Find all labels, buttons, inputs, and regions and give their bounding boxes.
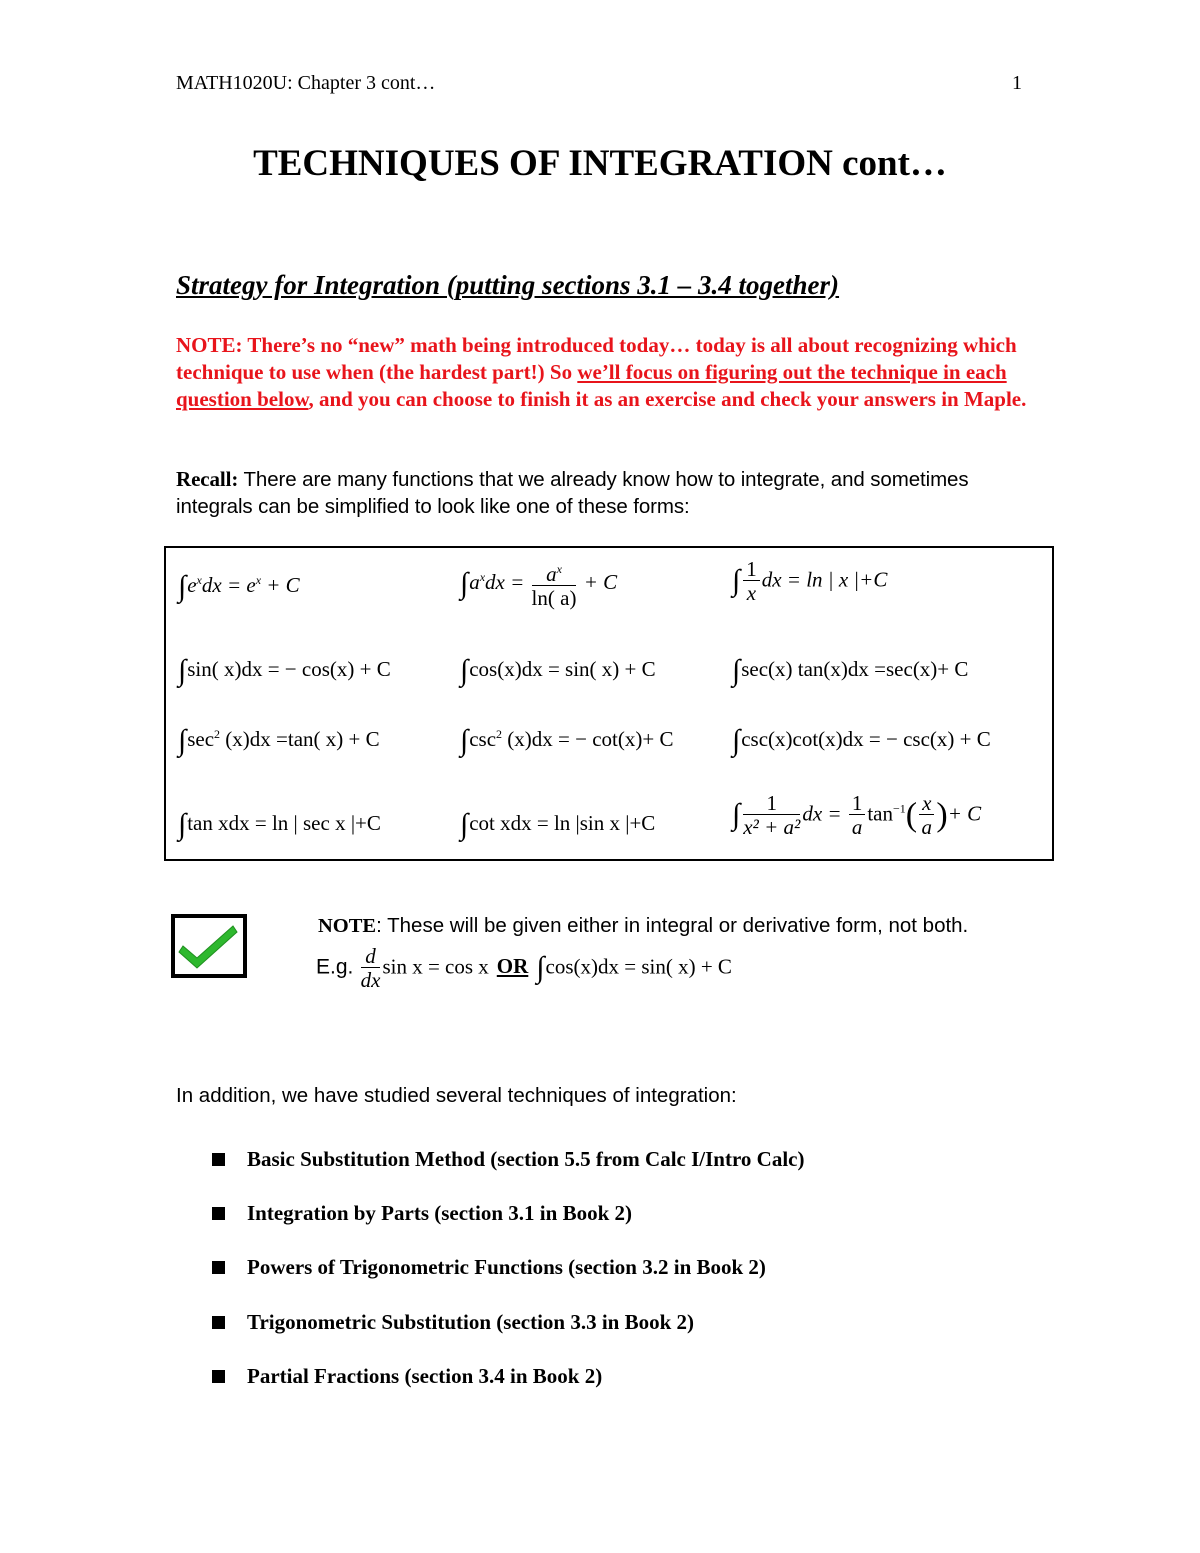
check-icon [171, 914, 247, 978]
formula-cos: ∫cos(x)dx = sin( x) + C [460, 654, 656, 687]
note-derivative [318, 914, 968, 938]
square-bullet-icon [212, 1316, 225, 1329]
derivative-fraction: $\frac{d}{dx}$ [360, 944, 381, 992]
note2-label: NOTE [318, 915, 377, 937]
formula-tan: ∫tan xdx = ln | sec x |+C [178, 808, 381, 841]
note-underlined: we’ll focus on figuring out the technique in each question below [176, 360, 1007, 411]
recall-label: Recall: [176, 467, 239, 491]
list-item: Powers of Trigonometric Functions (section 3.2 in Book 2) [212, 1241, 804, 1295]
list-item: Integration by Parts (section 3.1 in Book 2) [212, 1186, 804, 1240]
running-header: MATH1020U: Chapter 3 cont… [176, 72, 436, 94]
example-integral: cos(x)dx = sin( x) + C [545, 954, 732, 979]
techniques-list [212, 1132, 804, 1404]
note2-text: : These will be given either in integral or derivative form, not both. [376, 914, 969, 937]
list-item: Trigonometric Substitution (section 3.3 in Book 2) [212, 1295, 804, 1349]
note-text-2: , and you can choose to finish it as an exercise and check your answers in Maple. [308, 387, 1027, 411]
formula-ax: $\int a^xdx$ = $\frac{a^x}{\ln( a)}$ + C [460, 558, 617, 610]
formula-csc2: $\int\csc^2$ (x)dx = − cot(x)+ C [460, 724, 674, 757]
list-item: Partial Fractions (section 3.4 in Book 2) [212, 1350, 804, 1404]
section-heading: Strategy for Integration (putting sections 3.1 – 3.4 together) [176, 270, 840, 300]
formula-sectan: ∫sec(x) tan(x)dx =sec(x)+ C [732, 654, 969, 687]
square-bullet-icon [212, 1261, 225, 1274]
formula-sin: ∫sin( x)dx = − cos(x) + C [178, 654, 391, 687]
or-label: OR [496, 954, 529, 979]
techniques-intro: In addition, we have studied several techniques of integration: [176, 1084, 737, 1107]
list-item: Basic Substitution Method (section 5.5 from Calc I/Intro Calc) [212, 1132, 804, 1186]
page-number: 1 [1012, 72, 1022, 94]
recall-paragraph [176, 466, 1036, 520]
eg-label: E.g. [316, 955, 354, 979]
square-bullet-icon [212, 1207, 225, 1220]
note-paragraph [176, 332, 1036, 413]
example-line: E.g. $\frac{d}{dx}$ sin x = cos x OR ∫cos(x)dx = sin( x) + C [316, 944, 732, 992]
page-title: TECHNIQUES OF INTEGRATION cont… [253, 143, 947, 184]
derivative-rhs: sin x = cos x [382, 954, 489, 979]
formula-reciprocal: ∫ $\frac{1}{x}$ dx = ln | x |+C [732, 557, 888, 605]
note-text-1: NOTE: There’s no “new” math being introduced today… today is all about recognizing which technique to use when (the hardest part!) So [176, 333, 1017, 384]
formula-arctan: ∫ $\frac{1}{\text{x² + a²}}$ dx = $\frac{1}{a}$ $\tan^{-1}$( $\frac{x}{a}$ )+ C [732, 791, 982, 839]
formula-sec2: $\int\sec^2$ (x)dx =tan( x) + C [178, 724, 380, 757]
recall-text: There are many functions that we already know how to integrate, and sometimes integrals can be simplified to look like one of these forms: [176, 468, 969, 518]
formula-exp: $\int e^xdx = e^x + C$ [178, 570, 300, 603]
square-bullet-icon [212, 1370, 225, 1383]
integral-formula-table [164, 546, 1054, 861]
square-bullet-icon [212, 1153, 225, 1166]
formula-csccot: ∫csc(x)cot(x)dx = − csc(x) + C [732, 724, 991, 757]
formula-cot: ∫cot xdx = ln |sin x |+C [460, 808, 656, 841]
